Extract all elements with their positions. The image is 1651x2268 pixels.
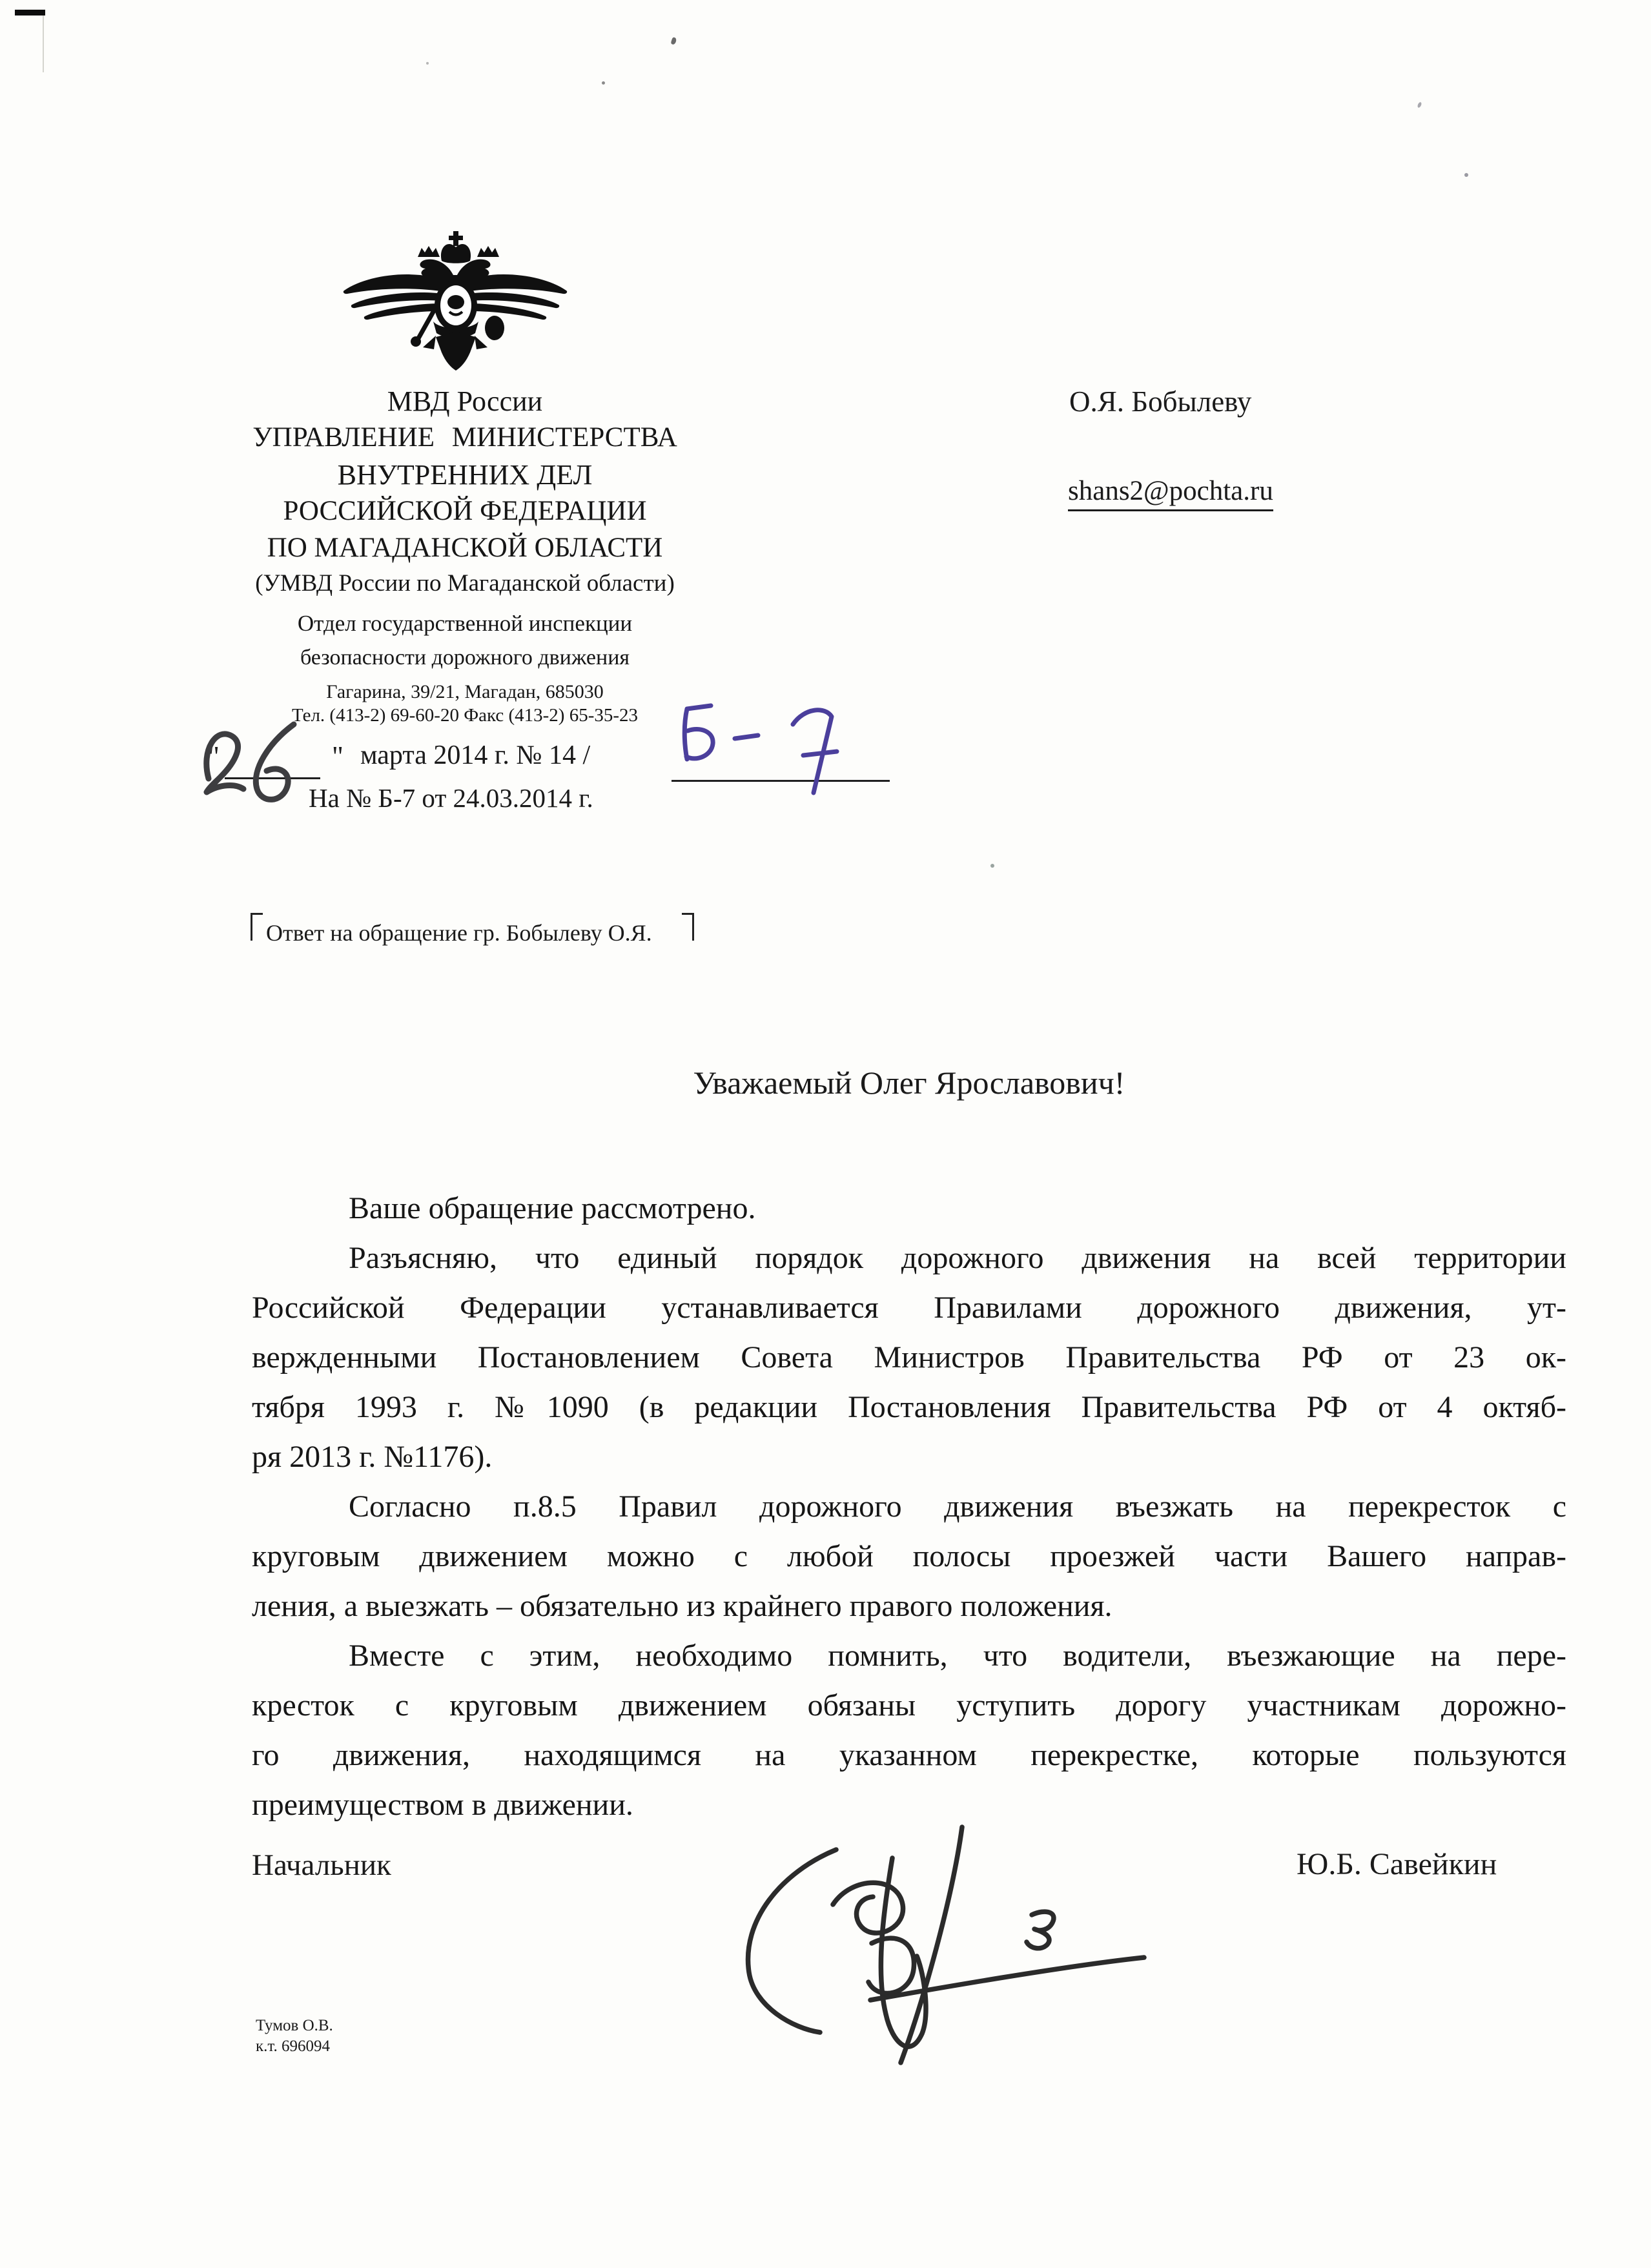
letterhead-org-line: РОССИЙСКОЙ ФЕДЕРАЦИИ	[283, 496, 647, 526]
executor-name: Тумов О.В.	[256, 2017, 333, 2034]
letterhead-org-line: УПРАВЛЕНИЕ МИНИСТЕРСТВА	[252, 422, 677, 453]
scan-artifact-line	[43, 15, 44, 72]
letterhead-org-line: МВД России	[387, 385, 543, 417]
reference-line: На № Б-7 от 24.03.2014 г.	[309, 783, 593, 813]
recipient-name: О.Я. Бобылеву	[1069, 385, 1252, 418]
letterhead-org-line: ПО МАГАДАНСКОЙ ОБЛАСТИ	[267, 533, 663, 563]
body-line: Разъясняю, что единый порядок дорожного движения на всей территории	[349, 1241, 1566, 1275]
scan-speck	[990, 864, 994, 868]
scan-speck	[1464, 173, 1468, 177]
body-line: го движения, находящимся на указанном перекрестке, которые пользуются	[252, 1738, 1566, 1772]
salutation: Уважаемый Олег Ярославович!	[693, 1065, 1125, 1101]
body-line: Согласно п.8.5 Правил дорожного движения въезжать на перекресток с	[349, 1489, 1566, 1524]
date-close-quote: "	[332, 741, 344, 772]
body-line: вержденными Постановлением Совета Министров Правительства РФ от 23 ок-	[252, 1340, 1566, 1374]
body-line: Вместе с этим, необходимо помнить, что водители, въезжающие на пере-	[349, 1639, 1566, 1673]
body-line: Российской Федерации устанавливается Правилами дорожного движения, ут-	[252, 1291, 1566, 1325]
subject-left-bracket	[251, 913, 263, 941]
date-printed-text: марта 2014 г. № 14 /	[360, 741, 591, 770]
executor-phone: к.т. 696094	[256, 2038, 330, 2055]
scan-speck	[670, 37, 677, 45]
subject-line: Ответ на обращение гр. Бобылеву О.Я.	[266, 920, 652, 946]
body-line: ления, а выезжать – обязательно из крайнего правого положения.	[252, 1589, 1113, 1623]
letterhead-org-line: (УМВД России по Магаданской области)	[255, 570, 675, 597]
body-line: ря 2013 г. №1176).	[252, 1440, 493, 1474]
letter-body	[252, 1183, 1566, 1830]
mvd-eagle-emblem	[339, 230, 571, 373]
signer-name: Ю.Б. Савейкин	[1297, 1847, 1497, 1881]
scan-speck	[1417, 101, 1422, 108]
letterhead-dept-line: Отдел государственной инспекции	[297, 611, 633, 636]
signature-scribble	[710, 1769, 1162, 2072]
body-line: преимуществом в движении.	[252, 1788, 633, 1822]
date-open-quote: "	[208, 741, 220, 772]
scan-speck	[426, 62, 429, 65]
body-line: круговым движением можно с любой полосы проезжей части Вашего направ-	[252, 1539, 1566, 1573]
subject-right-bracket	[682, 913, 694, 941]
body-line: Ваше обращение рассмотрено.	[349, 1191, 756, 1225]
letterhead-org-line: ВНУТРЕННИХ ДЕЛ	[337, 459, 593, 491]
letterhead-dept-line: безопасности дорожного движения	[300, 646, 630, 669]
scan-speck	[602, 81, 605, 85]
signer-title: Начальник	[252, 1848, 391, 1882]
letterhead-address: Гагарина, 39/21, Магадан, 685030	[326, 681, 604, 702]
body-line: кресток с круговым движением обязаны уступить дорогу участникам дорожно-	[252, 1688, 1566, 1722]
scan-artifact-bar	[15, 10, 45, 15]
handwritten-ref-number	[675, 697, 888, 801]
recipient-email-text: shans2@pochta.ru	[1068, 476, 1273, 511]
double-headed-eagle-icon	[339, 230, 571, 373]
letterhead-phone: Тел. (413-2) 69-60-20 Факс (413-2) 65-35-23	[291, 705, 639, 726]
body-line: тября 1993 г. №1090 (в редакции Постановления Правительства РФ от 4 октяб-	[252, 1390, 1566, 1424]
recipient-email	[1068, 475, 1273, 507]
handwritten-day	[197, 714, 320, 811]
